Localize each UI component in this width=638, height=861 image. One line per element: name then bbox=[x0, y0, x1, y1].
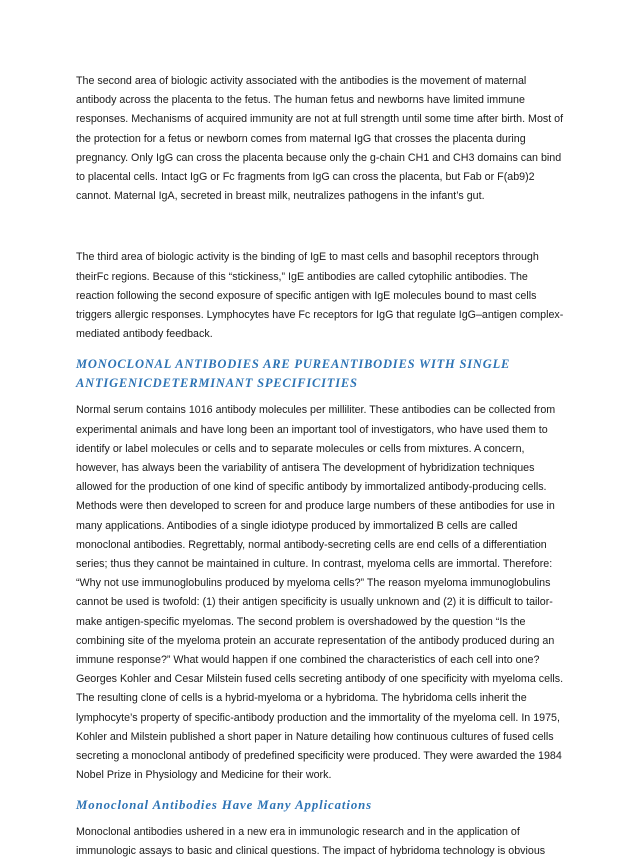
paragraph-applications-intro: Monoclonal antibodies ushered in a new era in immunologic research and in the application of immunologic assays to basic and clinical questions. The impact of hybridoma technology is obvious bbox=[76, 825, 546, 857]
paragraph-hybridoma-history: Normal serum contains 1016 antibody molecules per milliliter. These antibodies can be collected from experimental animals and have long been an important tool of investigators, who have used them to identify or label molecules or cells and to separate molecules or cells from mixtures. A concern, however, has always been the variability of antisera The development of hybridization techniques allowed for the production of one kind of specific antibody by immortalized antibody-producing cells. Methods were then developed to screen for and produce large numbers of these antibodies for use in many applications. Antibodies of a single idiotype produced by immortalized B cells are called monoclonal antibodies. Regrettably, normal antibody-secreting cells are end cells of a differentiation series; thus they cannot be maintained in culture. In contrast, myeloma cells are immortal. Therefore: “Why not use immunoglobulins produced by myeloma cells?” The reason myeloma immunoglobulins cannot be used is twofold: (1) their antigen specificity is usually unknown and (2) it is difficult to tailor-make antigen-specific myelomas. The second problem is overshadowed by the question “Is the combining site of the myeloma protein an accurate representation of the antibody produced during an immune response?” What would happen if one combined the characteristics of each cell into one? Georges Kohler and Cesar Milstein fused cells secreting antibody of one specificity with myeloma cells. The resulting clone of cells is a hybrid-myeloma or a hybridoma. The hybridoma cells inherit the lymphocyte’s property of specific-antibody production and the immortality of the myeloma cell. In 1975, Kohler and Milstein published a short paper in Nature detailing how continuous cultures of fused cells secreting a monoclonal antibody of predefined specificity were produced. They were awarded the 1984 Nobel Prize in Physiology and Medicine for their work. bbox=[76, 404, 564, 782]
paragraph-spacer bbox=[76, 206, 568, 230]
section-heading-monoclonal-antibodies bbox=[76, 355, 568, 393]
paragraph-spacer bbox=[76, 230, 568, 248]
paragraph-ige-binding: The third area of biologic activity is the binding of IgE to mast cells and basophil receptors through theirFc regions. Because of this “stickiness,” IgE antibodies are called cytophilic antibodies. The reaction following the second exposure of specific antigen with IgE molecules bound to mast cells triggers allergic responses. Lymphocytes have Fc receptors for IgG that regulate IgG–antigen complex-mediated antibody feedback. bbox=[76, 251, 564, 341]
section-heading-applications: Monoclonal Antibodies Have Many Applications bbox=[76, 797, 373, 812]
paragraph-placental-transfer: The second area of biologic activity associated with the antibodies is the movement of maternal antibody across the placenta to the fetus. The human fetus and newborns have limited immune responses. Mechanisms of acquired immunity are not at full strength until some time after birth. Most of the protection for a fetus or newborn comes from maternal IgG that crosses the placenta during pregnancy. Only IgG can cross the placenta because only the g-chain CH1 and CH3 domains can bind to placental cells. Intact IgG or Fc fragments from IgG can cross the placenta, but Fab or F(ab9)2 cannot. Maternal IgA, secreted in breast milk, neutralizes pathogens in the infant’s gut. bbox=[76, 75, 564, 203]
section-heading-line-2: ANTIGENICDETERMINANT SPECIFICITIES bbox=[76, 376, 358, 391]
page-content bbox=[76, 72, 568, 861]
section-heading-line-1: MONOCLONAL ANTIBODIES ARE PUREANTIBODIES WITH SINGLE bbox=[76, 357, 511, 372]
